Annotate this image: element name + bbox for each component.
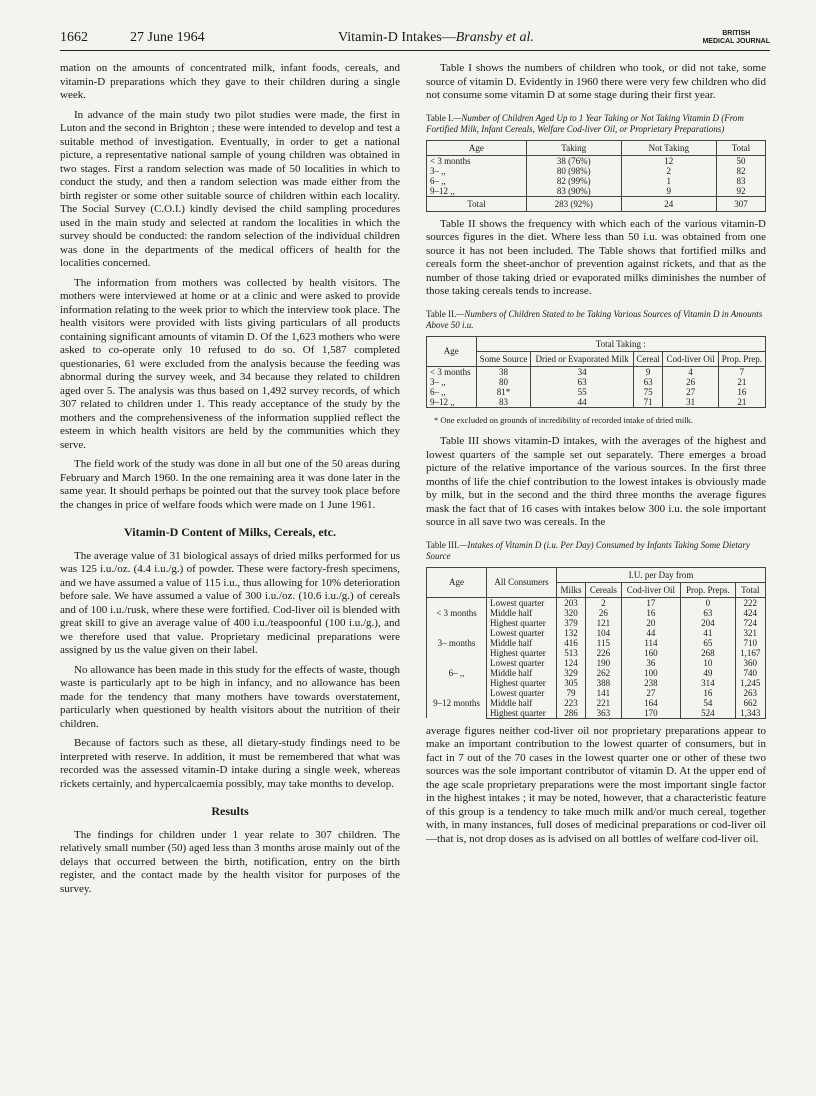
table-cell: 1,343 (735, 708, 765, 719)
issue-date: 27 June 1964 (130, 30, 205, 45)
table-cell: 80 (476, 377, 531, 387)
age-group-cell: 6– ,, (427, 658, 487, 688)
table-header: Age (427, 336, 477, 366)
table-cell: 79 (556, 688, 585, 698)
table-cell: 38 (76%) (526, 155, 621, 166)
table-cell: Highest quarter (486, 618, 556, 628)
table-cell: 238 (621, 678, 680, 688)
table-cell: 6– ,, (427, 176, 527, 186)
table-cell: 740 (735, 668, 765, 678)
table-footnote: * One excluded on grounds of incredibility of recorded intake of dried milk. (434, 414, 693, 425)
table-cell: 82 (716, 166, 765, 176)
table-cell: 81* (476, 387, 531, 397)
table-row (427, 688, 766, 698)
table-cell: 16 (621, 608, 680, 618)
table-cell: 1,245 (735, 678, 765, 688)
table-cell: 75 (633, 387, 663, 397)
table-cell: < 3 months (427, 155, 527, 166)
table-cell: Middle half (486, 608, 556, 618)
table-cell: 416 (556, 638, 585, 648)
table-cell: 36 (621, 658, 680, 668)
table-row (427, 196, 766, 211)
table-cell: 54 (681, 698, 735, 708)
table-cell: 1 (621, 176, 716, 186)
table-cell: 71 (633, 397, 663, 408)
table-cell: 268 (681, 648, 735, 658)
table-cell: 221 (586, 698, 622, 708)
table-cell: 132 (556, 628, 585, 638)
table-cell: 424 (735, 608, 765, 618)
table-cell: 360 (735, 658, 765, 668)
running-header (60, 30, 770, 52)
table-cell: 27 (621, 688, 680, 698)
table-cell: 21 (718, 397, 765, 408)
table-cell: Total (427, 196, 527, 211)
table-cell: 6– ,, (427, 387, 477, 397)
section-heading: Results (211, 804, 249, 818)
table-cell: Lowest quarter (486, 597, 556, 608)
paragraph: No allowance has been made in this study for the effects of waste, though waste is particularly apt to be high in infancy, and no allowance has been made for the tendency that many mothers have towards overstatement, particularly when questioned by health visitors about the nutrition of their children. (60, 663, 400, 730)
table-cell: 27 (663, 387, 718, 397)
table-cell: 170 (621, 708, 680, 719)
table-cell: 10 (681, 658, 735, 668)
table-header: Cod-liver Oil (621, 582, 680, 597)
table-cell: 63 (531, 377, 633, 387)
table-cell: Lowest quarter (486, 628, 556, 638)
table-row (427, 176, 766, 186)
table-cell: 307 (716, 196, 765, 211)
table-cell: 190 (586, 658, 622, 668)
running-title: Vitamin-D Intakes—Bransby et al. (338, 30, 534, 45)
age-group-cell: < 3 months (427, 597, 487, 628)
table-cell: 38 (476, 366, 531, 377)
table-header: Prop. Prep. (718, 351, 765, 366)
table-cell: 226 (586, 648, 622, 658)
table-cell: 9–12 ,, (427, 186, 527, 197)
table-3 (426, 567, 766, 719)
table-cell: 44 (531, 397, 633, 408)
table-cell: 0 (681, 597, 735, 608)
table-header: Taking (526, 140, 621, 155)
table-cell: 662 (735, 698, 765, 708)
table-cell: Middle half (486, 668, 556, 678)
table-cell: 524 (681, 708, 735, 719)
table-row (427, 397, 766, 408)
table-cell: 223 (556, 698, 585, 708)
table-cell: 104 (586, 628, 622, 638)
table-cell: 121 (586, 618, 622, 628)
table-cell: 50 (716, 155, 765, 166)
table-cell: 2 (586, 597, 622, 608)
table-cell: 203 (556, 597, 585, 608)
table-cell: 17 (621, 597, 680, 608)
table-cell: Middle half (486, 698, 556, 708)
table-cell: 263 (735, 688, 765, 698)
table-cell: Highest quarter (486, 708, 556, 719)
table-row (427, 366, 766, 377)
paragraph: The findings for children under 1 year relate to 307 children. The relatively small number (50) aged less than 3 months arose mainly out of the delays that occurred between the birth, notification, entry on the birth register, and the contact made by the health visitor for purposes of the survey. (60, 828, 400, 895)
paragraph: mation on the amounts of concentrated milk, infant foods, cereals, and vitamin-D preparations which they gave to their children during a single week. (60, 62, 400, 101)
table-cell: Highest quarter (486, 678, 556, 688)
table-row (427, 186, 766, 197)
table-cell: 513 (556, 648, 585, 658)
table-cell: 20 (621, 618, 680, 628)
table-row (427, 377, 766, 387)
table-cell: 4 (663, 366, 718, 377)
table-cell: 164 (621, 698, 680, 708)
table-header: Total (716, 140, 765, 155)
table-header: Total (735, 582, 765, 597)
table-cell: 160 (621, 648, 680, 658)
page-number: 1662 (60, 30, 88, 45)
table-cell: < 3 months (427, 366, 477, 377)
table-header: All Consumers (486, 567, 556, 597)
table-cell: 44 (621, 628, 680, 638)
paragraph: Because of factors such as these, all dietary-study findings need to be interpreted with reserve. In addition, it must be remembered that what was recorded was the assessed vitamin-D intake during a single week, whereas rickets certainly, and hypercalcaemia possibly, may take months to develop. (60, 737, 400, 790)
table-cell: Lowest quarter (486, 688, 556, 698)
table-cell: 388 (586, 678, 622, 688)
table-cell: 65 (681, 638, 735, 648)
table-header: Cod-liver Oil (663, 351, 718, 366)
right-column (426, 62, 766, 852)
table-cell: 31 (663, 397, 718, 408)
age-group-cell: 9–12 months (427, 688, 487, 719)
table-cell: 115 (586, 638, 622, 648)
table-cell: 321 (735, 628, 765, 638)
table-cell: 26 (663, 377, 718, 387)
paragraph: In advance of the main study two pilot studies were made, the first in Luton and the second in Brighton ; these were intended to develop and test a suitable method of investigation. Eventually, in order to get a national picture, a representative national sample of young children was obtained in two stages. First a random selection was made of 50 localities in which to conduct the study, and then a random selection was made either from the birth register or some other suitable source of children within each locality. The Social Survey (C.O.I.) kindly devised the child sampling procedures used in the main study and selected at random the localities in which the survey should be conducted: the random selection of the individual children was done in the departments of the medical officers of health for the localities concerned. (60, 108, 400, 269)
table-cell: 379 (556, 618, 585, 628)
table-cell: 3– ,, (427, 377, 477, 387)
table-cell: 141 (586, 688, 622, 698)
table-cell: 63 (633, 377, 663, 387)
table-cell: 49 (681, 668, 735, 678)
paragraph: average figures neither cod-liver oil nor proprietary preparations appear to make an important contribution to the lowest quarter of consumers, but in fact in 7 out of the 70 cases in the lowest quarter one or other of these two sources was the sole important contributor of vitamin D. At the upper end of the age scale proprietary preparations were the most important single factor in the highest intakes ; it may be noted, however, that a characteristic feature of this group is a tendency to take much milk and/or much cereal, together with, in many instances, full doses of medicinal preparations or cod-liver oil—that is, not drop doses as is advised on all bottles of welfare cod-liver oil. (426, 724, 766, 845)
table-group-header: I.U. per Day from (556, 567, 765, 582)
header-rule (60, 50, 770, 51)
paragraph: Table I shows the numbers of children who took, or did not take, some source of vitamin D. Evidently in 1960 there were very few children who did not consume some vitamin D at some stage during their first year. (426, 62, 766, 101)
table-cell: 7 (718, 366, 765, 377)
table-header: Age (427, 140, 527, 155)
table-cell: 3– ,, (427, 166, 527, 176)
left-column (60, 62, 400, 902)
table-header: Dried or Evaporated Milk (531, 351, 633, 366)
table-cell: Middle half (486, 638, 556, 648)
table-row (427, 166, 766, 176)
table-header: Prop. Preps. (681, 582, 735, 597)
table-cell: 41 (681, 628, 735, 638)
table-cell: 12 (621, 155, 716, 166)
table-cell: Highest quarter (486, 648, 556, 658)
table-cell: 222 (735, 597, 765, 608)
table-2 (426, 336, 766, 408)
table-header: Age (427, 567, 487, 597)
paragraph: The average value of 31 biological assays of dried milks performed for us was 125 i.u./oz. (4.4 i.u./g.) of powder. These were factory-fresh specimens, and we have assumed a value of 115 i.u., thus allowing for 10% deterioration before sale. We have assumed a value of 300 i.u./oz. (10.6 i.u./g.) of cereals and of 100 i.u./rusk, where these were fortified. Cod-liver oil is blended with great skill to give an average value of 400 i.u./teaspoonful (100 i.u./g.), and we therefore used that value. Proprietary medicinal preparations were assigned by us the value given on their label. (60, 549, 400, 656)
table-cell: 55 (531, 387, 633, 397)
paragraph: The field work of the study was done in all but one of the 50 areas during February and March 1960. In the one remaining area it was done later in the same year. It should perhaps be pointed out that the survey took place before the changes in price of welfare foods which were made on 1 June 1961. (60, 458, 400, 511)
table-cell: 204 (681, 618, 735, 628)
table-row (427, 658, 766, 668)
table-cell: 80 (98%) (526, 166, 621, 176)
table-cell: 710 (735, 638, 765, 648)
table-group-header: Total Taking : (476, 336, 765, 351)
table-header: Not Taking (621, 140, 716, 155)
table-cell: 329 (556, 668, 585, 678)
table-row (427, 387, 766, 397)
table-cell: 26 (586, 608, 622, 618)
section-heading: Vitamin-D Content of Milks, Cereals, etc. (124, 525, 336, 539)
table-1 (426, 140, 766, 212)
table-cell: 124 (556, 658, 585, 668)
table-row (427, 597, 766, 608)
table-cell: 114 (621, 638, 680, 648)
table-cell: 16 (718, 387, 765, 397)
table-cell: 24 (621, 196, 716, 211)
table-caption: Table I.—Number of Children Aged Up to 1 Year Taking or Not Taking Vitamin D (From Fortified Milk, Infant Cereals, Welfare Cod-liver Oil, or Proprietary Preparations) (426, 112, 744, 134)
paragraph: Table II shows the frequency with which each of the various vitamin-D sources figures in the diet. Where less than 50 i.u. was obtained from one source it has not been included. The Table shows that fortified milks and cereals form the sheet-anchor of prevention against rickets, and that as the number of those taking dried or evaporated milks diminishes the number of those taking cereals tends to increase. (426, 217, 766, 297)
table-caption: Table III.—Intakes of Vitamin D (i.u. Per Day) Consumed by Infants Taking Some Dietary Source (426, 539, 750, 561)
table-cell: 21 (718, 377, 765, 387)
paragraph: The information from mothers was collected by health visitors. The mothers were interviewed at home or at a clinic and were asked to provide information relating to the week prior to which the interview took place. The health visitors were provided with lists giving particulars of all products containing significant amounts of vitamin D. Of the 1,623 mothers who were asked to co-operate only 10 refused to do so. Of 1,587 completed questionaries, 61 were excluded from the analysis because the feeding was abnormal during the survey week, and 34 because they related to children aged over 5. The analysis was thus based on 1,492 survey records, of which 307 related to children under 1. This ready acceptance of the study by the mothers and the comprehensiveness of the information supplied reflect the esteem in which health visitors are held by the communities which they serve. (60, 276, 400, 451)
table-cell: 305 (556, 678, 585, 688)
table-cell: 2 (621, 166, 716, 176)
table-row (427, 628, 766, 638)
table-cell: 83 (476, 397, 531, 408)
table-cell: 100 (621, 668, 680, 678)
table-header: Cereal (633, 351, 663, 366)
table-cell: 9–12 ,, (427, 397, 477, 408)
table-cell: 283 (92%) (526, 196, 621, 211)
table-cell: 724 (735, 618, 765, 628)
table-cell: 320 (556, 608, 585, 618)
table-cell: 16 (681, 688, 735, 698)
table-cell: 83 (90%) (526, 186, 621, 197)
table-header: Cereals (586, 582, 622, 597)
table-cell: 34 (531, 366, 633, 377)
table-cell: 1,167 (735, 648, 765, 658)
table-cell: Lowest quarter (486, 658, 556, 668)
paragraph: Table III shows vitamin-D intakes, with the averages of the highest and lowest quarters of the sample set out separately. There emerges a broad picture of the relative importance of the various sources. In the first three months of life the chief contribution to the lowest intakes is obviously made by milk, but in the second and the third three months the average figures mask the fact that of 16 cases with intakes below 300 i.u. the sole important source in all save two was cereals. In the (426, 435, 766, 528)
table-cell: 82 (99%) (526, 176, 621, 186)
table-cell: 286 (556, 708, 585, 719)
table-cell: 83 (716, 176, 765, 186)
table-header: Some Source (476, 351, 531, 366)
table-cell: 9 (621, 186, 716, 197)
table-cell: 314 (681, 678, 735, 688)
table-row (427, 155, 766, 166)
age-group-cell: 3– months (427, 628, 487, 658)
table-header: Milks (556, 582, 585, 597)
table-cell: 9 (633, 366, 663, 377)
journal-name: BRITISH MEDICAL JOURNAL (702, 30, 770, 45)
table-cell: 92 (716, 186, 765, 197)
table-cell: 363 (586, 708, 622, 719)
table-caption: Table II.—Numbers of Children Stated to be Taking Various Sources of Vitamin D in Amounts Above 50 i.u. (426, 308, 763, 330)
table-cell: 262 (586, 668, 622, 678)
table-cell: 63 (681, 608, 735, 618)
